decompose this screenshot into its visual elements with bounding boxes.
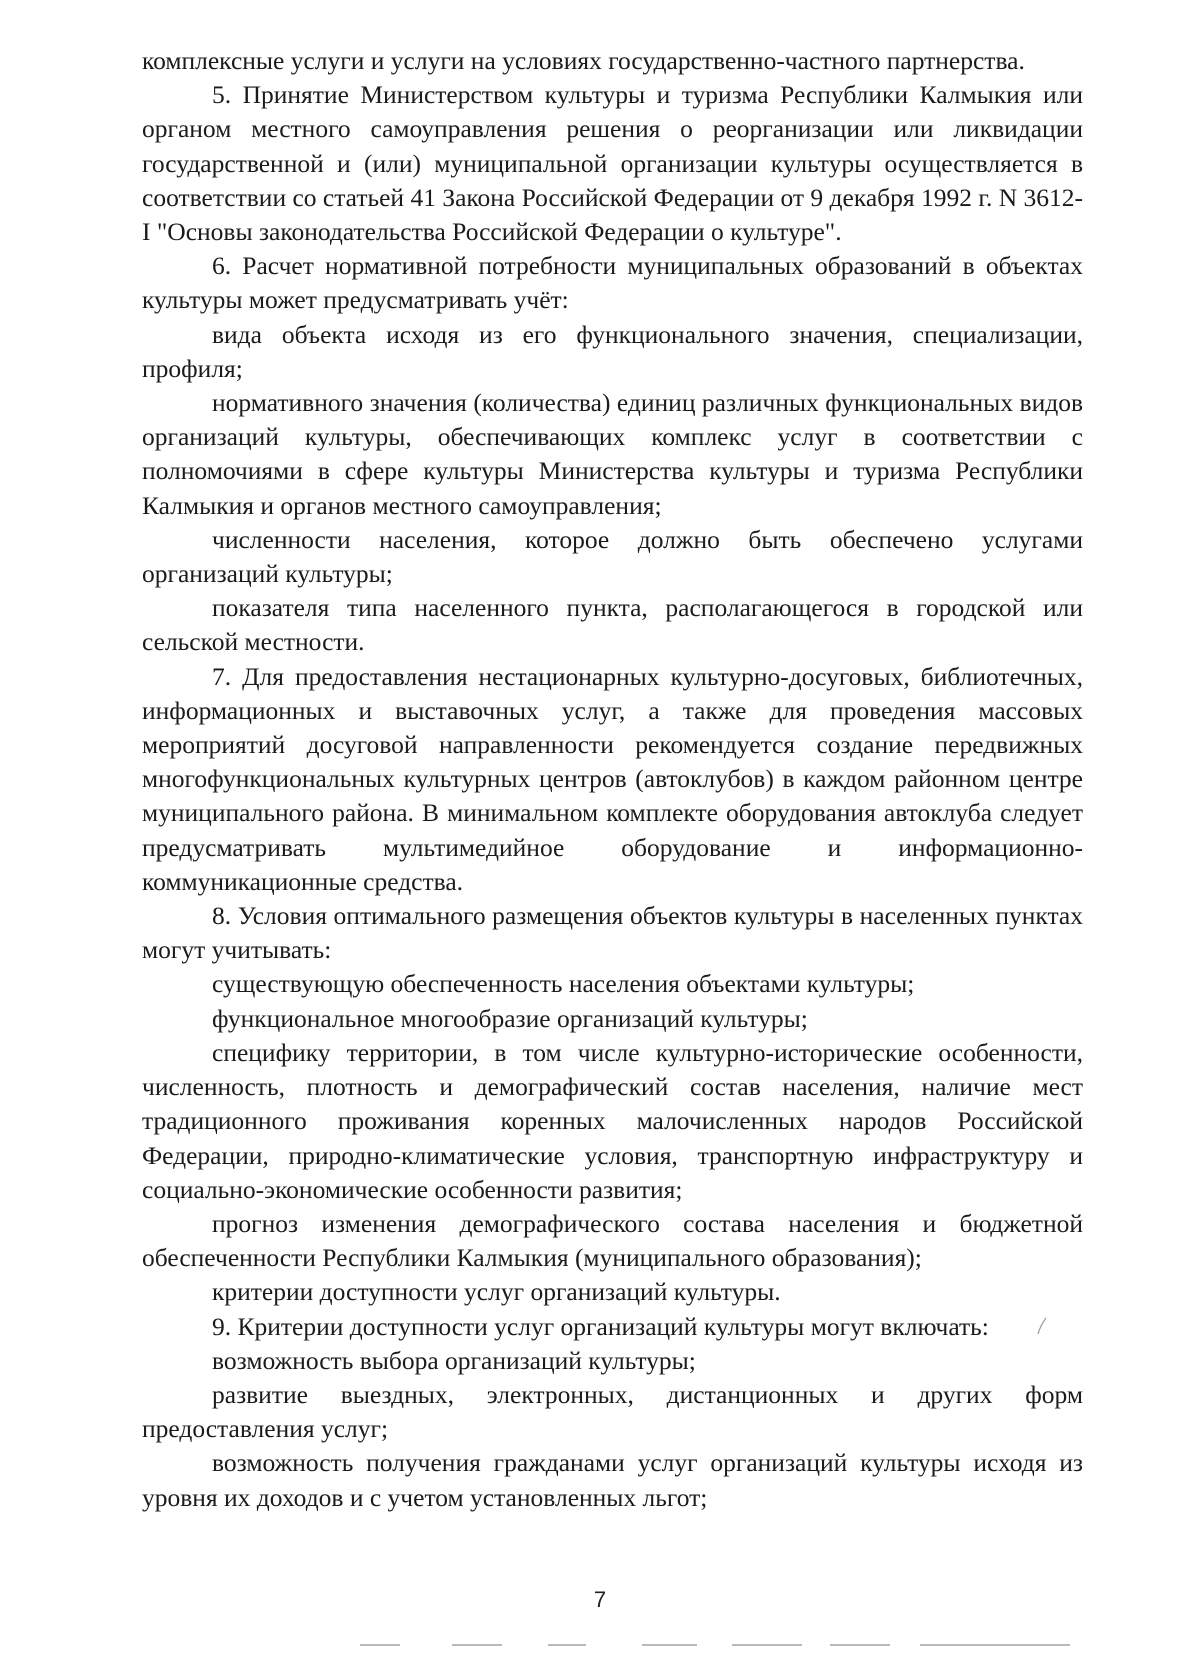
paragraph-item-7: 7. Для предоставления нестационарных культурно-досуговых, библиотечных, информационных и выставочных услуг, а также для проведения массовых мероприятий досуговой направленности рекомендуется создание передвижных многофункциональных культурных центров (автоклубов) в каждом районном центре муниципального района. В минимальном комплекте оборудования автоклуба следует предусматривать мультимедийное оборудование и информационно-коммуникационные средства. — [142, 661, 1083, 896]
paragraph-item-9-choice: возможность выбора организаций культуры; — [212, 1345, 696, 1375]
paragraph-item-6-type: вида объекта исходя из его функционального значения, специализации, профиля; — [142, 319, 1083, 383]
paragraph-item-9: 9. Критерии доступности услуг организаций культуры могут включать: — [212, 1311, 989, 1341]
document-body — [142, 44, 1083, 1515]
scan-edge-marks — [360, 1644, 1080, 1648]
paragraph-item-6: 6. Расчет нормативной потребности муниципальных образований в объектах культуры может предусматривать учёт: — [142, 251, 1083, 315]
paragraph-item-8-provision: существующую обеспеченность населения объектами культуры; — [212, 969, 915, 999]
paragraph-continuation: комплексные услуги и услуги на условиях государственно-частного партнерства. — [142, 46, 1025, 75]
paragraph-item-6-population: численности населения, которое должно быть обеспечено услугами организаций культуры; — [142, 524, 1083, 589]
page-number: 7 — [593, 1587, 607, 1612]
paragraph-item-8-territory: специфику территории, в том числе культурно-исторические особенности, численность, плотность и демографический состав населения, наличие мест традиционного проживания коренных малочисленных народов Российской Федерации, природно-климатические условия, транспортную инфраструктуру и социально-экономические особенности развития; — [142, 1037, 1083, 1204]
paragraph-item-8-diversity: функциональное многообразие организаций культуры; — [212, 1003, 808, 1033]
paragraph-item-6-normative: нормативного значения (количества) единиц различных функциональных видов организаций культуры, обеспечивающих комплекс услуг в соответствии с полномочиями в сфере культуры Министерства культуры и туризма Республики Калмыкия и органов местного самоуправления; — [142, 388, 1083, 520]
pen-stroke-mark — [1036, 1316, 1048, 1336]
paragraph-item-6-settlement: показателя типа населенного пункта, располагающегося в городской или сельской местности. — [142, 593, 1083, 657]
paragraph-item-8-forecast: прогноз изменения демографического состава населения и бюджетной обеспеченности Республики Калмыкия (муниципального образования); — [142, 1208, 1083, 1273]
paragraph-item-8: 8. Условия оптимального размещения объектов культуры в населенных пунктах могут учитывать: — [142, 901, 1083, 965]
paragraph-item-5: 5. Принятие Министерством культуры и туризма Республики Калмыкия или органом местного самоуправления решения о реорганизации или ликвидации государственной и (или) муниципальной организации культуры осуществляется в соответствии со статьей 41 Закона Российской Федерации от 9 декабря 1992 г. N 3612-I "Основы законодательства Российской Федерации о культуре". — [142, 80, 1083, 247]
paragraph-item-8-criteria: критерии доступности услуг организаций культуры. — [212, 1277, 781, 1307]
paragraph-item-9-income: возможность получения гражданами услуг организаций культуры исходя из уровня их доходов и с учетом установленных льгот; — [142, 1448, 1083, 1512]
paragraph-item-9-remote: развитие выездных, электронных, дистанционных и других форм предоставления услуг; — [142, 1379, 1083, 1444]
